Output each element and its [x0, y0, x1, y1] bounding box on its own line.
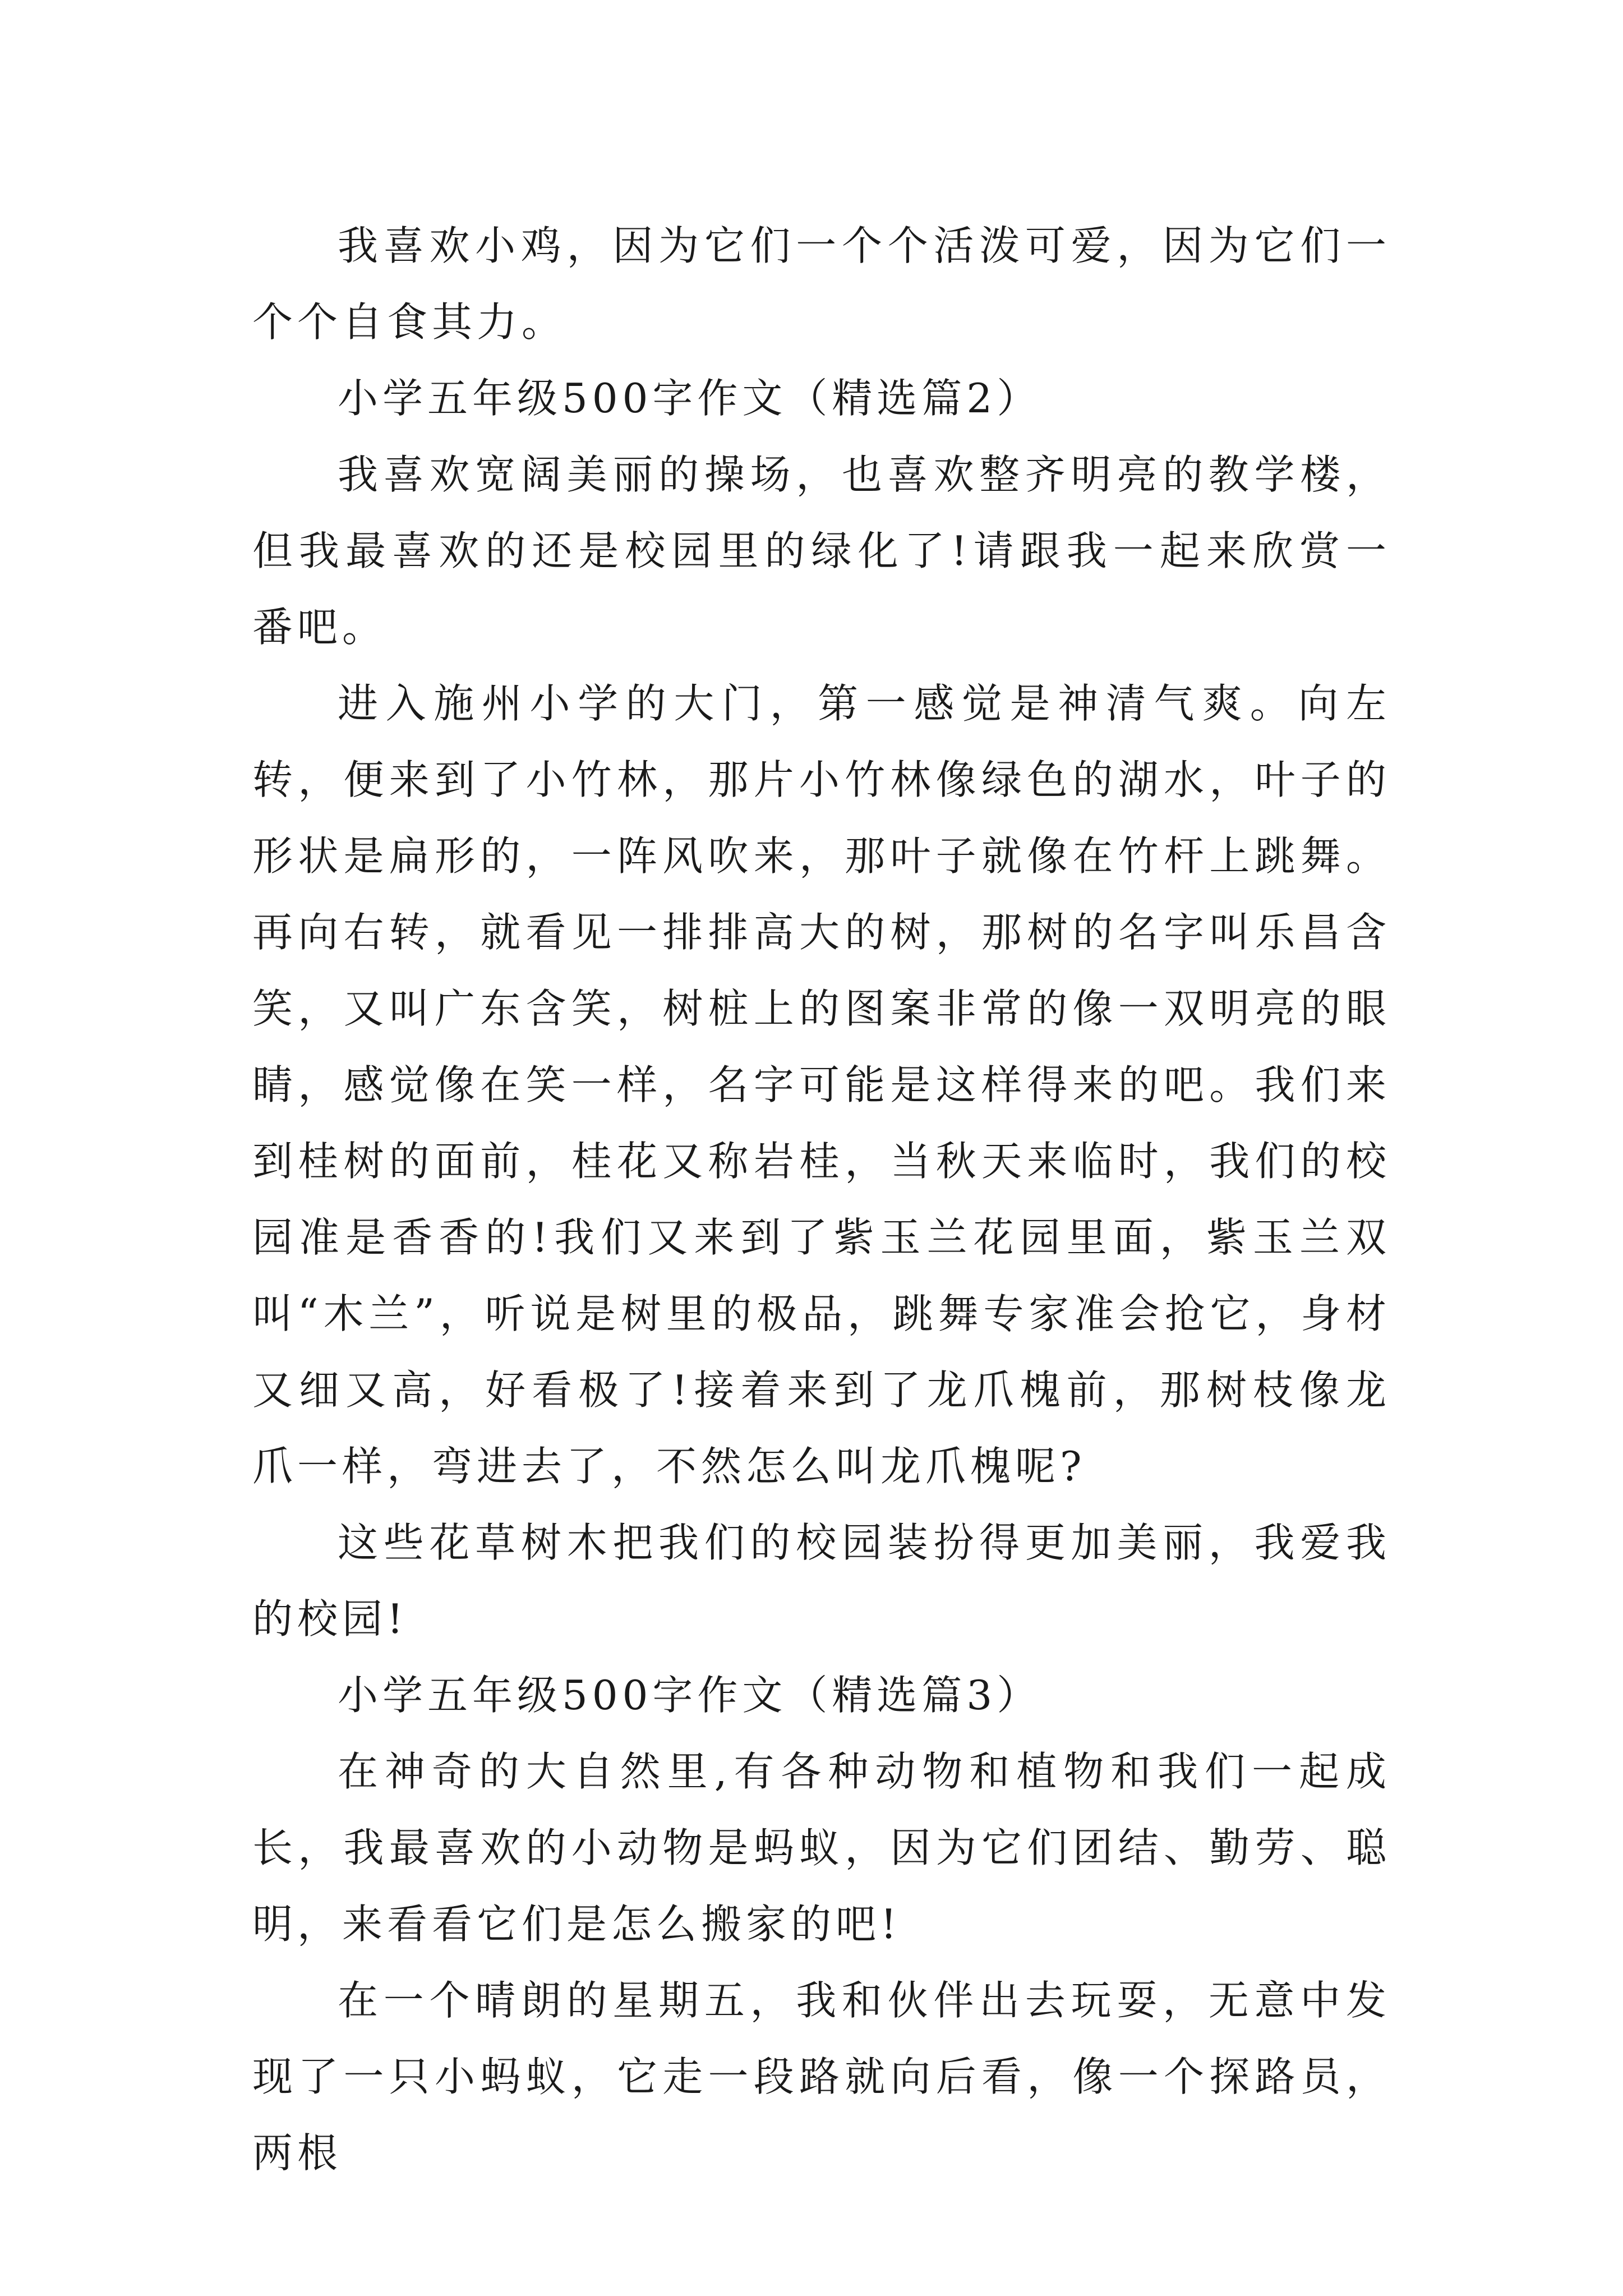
paragraph: 在一个晴朗的星期五，我和伙伴出去玩耍，无意中发现了一只小蚂蚁，它走一段路就向后看，像一个探路员，两根 [252, 1977, 1391, 2177]
document-body [252, 208, 1391, 2191]
paragraph: 这些花草树木把我们的校园装扮得更加美丽，我爱我的校园! [252, 1519, 1391, 1642]
section-heading: 小学五年级500字作文（精选篇3） [338, 1672, 1042, 1719]
paragraph: 进入施州小学的大门，第一感觉是神清气爽。向左转，便来到了小竹林，那片小竹林像绿色的湖水，叶子的形状是扁形的，一阵风吹来，那叶子就像在竹杆上跳舞。再向右转，就看见一排排高大的树，那树的名字叫乐昌含笑，又叫广东含笑，树桩上的图案非常的像一双明亮的眼睛，感觉像在笑一样，名字可能是这样得来的吧。我们来到桂树的面前，桂花又称岩桂，当秋天来临时，我们的校园准是香香的!我们又来到了紫玉兰花园里面，紫玉兰双叫“木兰”，听说是树里的极品，跳舞专家准会抢它，身材又细又高，好看极了!接着来到了龙爪槐前，那树枝像龙爪一样，弯进去了，不然怎么叫龙爪槐呢? [252, 680, 1391, 1490]
paragraph: 我喜欢宽阔美丽的操场，也喜欢整齐明亮的教学楼，但我最喜欢的还是校园里的绿化了!请跟我一起来欣赏一番吧。 [252, 451, 1391, 651]
section-heading: 小学五年级500字作文（精选篇2） [338, 375, 1042, 422]
paragraph: 我喜欢小鸡，因为它们一个个活泼可爱，因为它们一个个自食其力。 [252, 222, 1391, 346]
paragraph: 在神奇的大自然里,有各种动物和植物和我们一起成长，我最喜欢的小动物是蚂蚁，因为它们团结、勤劳、聪明，来看看它们是怎么搬家的吧! [252, 1748, 1391, 1948]
